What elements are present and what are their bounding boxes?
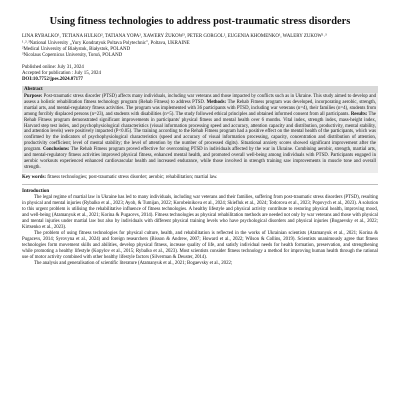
introduction-paragraph-3: The analysis and generalisation of scientific literature (Atamanyuk et al., 2021; Bogaevsky et al., 2022; <box>34 260 233 266</box>
introduction-paragraph-2: The problem of using fitness technologies for physical culture, health, and rehabilitation is reflected in the works of Ukrainian scientists (Atamanyuk et al., 2021; Korina & Pugacevs, 2014; Syrovyna et al., 2024) and foreign researchers (Bisson & Andrew, 2007; Howard et al., 2022; Wilson & Collins, 2019). Scientists unanimously agree that fitness technologies form movement skills and abilities, develop physical fitness, increase quality of life, and satisfy individual needs for health formation, preservation, and strengthening while promoting a healthy lifestyle (Kopylov et al., 2015; Rybalko et al., 2023). Most scientists consider fitness technology a method for improving human health through the rational use of motor activity combined with other healthy lifestyle factors (Silverman & Deuster, 2014). <box>22 230 378 260</box>
introduction-paragraph-1: The legal regime of martial law in Ukraine has led to many individuals, including war veterans and their families, suffering from post-traumatic stress disorders (PTSD), resulting in physical and mental injuries (Rybalko et al., 2023; Ayob, & Tumijan, 2022; Korobeinikova et al., 2024; Skiefluk et al., 2024; Todorova et al., 2023; Popovych et al., 2023). A solution to this urgent problem is utilising the rehabilitative influence of fitness technologies. A healthy lifestyle and physical activity contribute to restoring physical health, improving mood, and well-being (Atamanyuk et al., 2021; Korina & Pugacevs, 2014). Fitness technologies as physical rehabilitation methods are needed not only by war veterans and those with physical and mental injuries under martial law but also by individuals with different physical training levels who have psychological disorders and physical injuries (Bogaevsky et al., 2022; Kirtsenko et al., 2023). <box>22 194 378 230</box>
abstract-results-label: Results: <box>350 111 368 117</box>
affiliation-1: ¹˒²˒³National University „Yury Kondratyuk Poltava Polytechnic", Poltava, UKRAINE <box>22 41 190 46</box>
abstract-results: The Rehab Fitness program demonstrated significant improvements in participants' physical fitness and mental health over 6 months. Vital index, strength index, mass-height index, Harvard step test index, and psychophysiological characteristics (visual information processing speed and accuracy, attention capacity and distribution, productivity, mental stability, and attention levels) were positively impacted (P<0.05). The training according to the Rehab Fitness program had a positive effect on the mental health of the participants, which was confirmed by the indicators of psychophysiological characteristics (speed and accuracy of visual information processing, capacity, concentration and distribution of attention, productivity coefficient; level of mental stability; the level of attention by the number of processed digits). Situational anxiety scores showed significant improvement after the program. <box>24 111 376 153</box>
accepted-date: Accepted for publication : July 15, 2024 <box>22 71 101 76</box>
doi: DOI:10.7752/jpes.2024.07177 <box>22 77 83 82</box>
affiliation-2: ²Medical University of Białystok, Białystok, POLAND <box>22 47 131 52</box>
abstract-heading: Abstract <box>22 86 378 93</box>
keywords-text: fitness technologies; post-traumatic stress disorder; aerobic; rehabilitation; martial law. <box>47 174 218 180</box>
abstract-purpose: Post-traumatic stress disorder (PTSD) affects many individuals, including war veterans and those impacted by conflicts such as in Ukraine. This study aimed to develop and assess a holistic rehabilitation fitness technology program (Rehab Fitness) to address PTSD. <box>24 94 377 105</box>
abstract-conclusions: The Rehab Fitness program proved effective for overcoming PTSD in individuals affected by the war in Ukraine. Combining aerobic, strength, martial arts, and mental-regulatory fitness activities improved physical fitness, enhanced mental health, and promoted overall well-being among individuals with PTSD. Participants engaged in aerobic workouts experienced enhanced cardiovascular health and increased endurance, while those involved in strength training saw improvements in muscle tone and overall strength. <box>24 147 376 170</box>
section-divider <box>22 184 378 185</box>
paper-title: Using fitness technologies to address post-traumatic stress disorders <box>49 16 351 27</box>
abstract-conclusions-label: Conclusions: <box>42 147 70 153</box>
publication-dates <box>22 65 378 83</box>
affiliation-3: ³Nicolaus Copernicus University, Toruń, POLAND <box>22 53 123 58</box>
introduction-heading: Introduction <box>22 188 50 194</box>
abstract-methods: The Rehab Fitness program was developed, incorporating aerobic, strength, martial arts, and mental-regulatory fitness activities. The program was implemented with 36 participants with PTSD, including war veterans (n=4), their families (n=4), students from among forcibly displaced persons (n=23), and students with disabilities (n=5). The study followed ethical principles and obtained informed consent from all participants. <box>24 99 376 117</box>
abstract-methods-label: Methods: <box>206 99 227 105</box>
published-date: Published online: July 31, 2024 <box>22 65 84 70</box>
keywords-label: Key words: <box>22 174 47 180</box>
abstract-body <box>22 93 378 173</box>
keywords <box>22 175 378 181</box>
author-list: LINA RYBALKO¹, TETIANA HULKO², TATIANA YOPA², XAWERY ŻUKOW³, PETER GORGOL², EUGENIA KHOMENKO¹, WALERY ZUKOW¹˒³ <box>22 34 327 39</box>
abstract-purpose-label: Purpose: <box>24 94 43 99</box>
